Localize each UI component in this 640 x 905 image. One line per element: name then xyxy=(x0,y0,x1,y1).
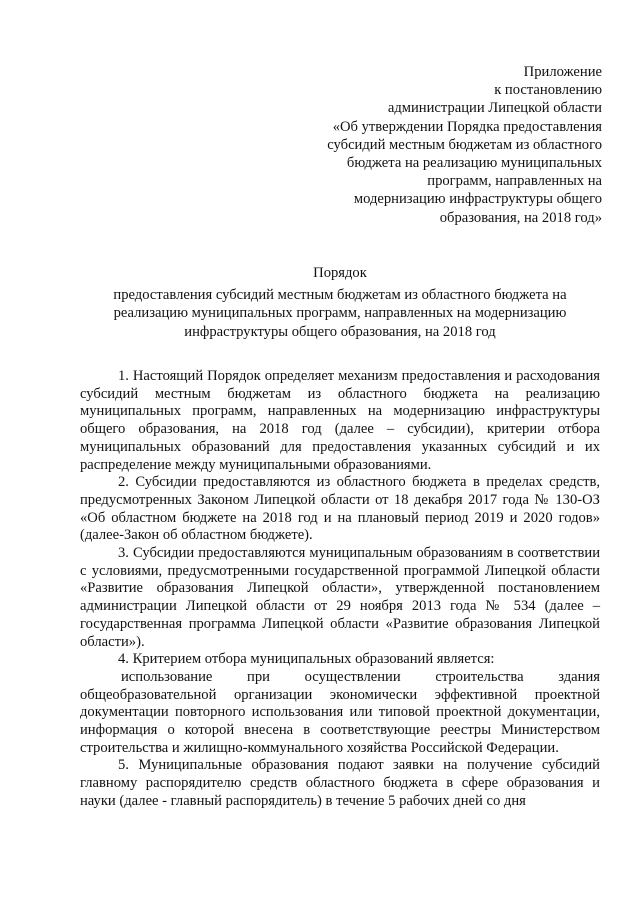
paragraph-2: 2. Субсидии предоставляются из областного бюджета в пределах средств, предусмотренных Законом Липецкой области от 18 декабря 2017 года № 130-ОЗ «Об областном бюджете на 2018 год и на плановый период 2019 и 2020 годов» (далее-Закон об областном бюджете). xyxy=(80,474,600,544)
appendix-line: администрации Липецкой области xyxy=(387,100,602,117)
appendix-line: «Об утверждении Порядка предоставления xyxy=(332,118,602,135)
document-body xyxy=(80,368,600,811)
appendix-line: модернизацию инфраструктуры общего xyxy=(353,191,602,208)
paragraph-4: 4. Критерием отбора муниципальных образований является: xyxy=(118,651,495,668)
appendix-line: к постановлению xyxy=(494,82,602,99)
appendix-line: Приложение xyxy=(523,64,602,80)
appendix-line: бюджета на реализацию муниципальных xyxy=(346,155,602,172)
paragraph-3: 3. Субсидии предоставляются муниципальным образованиям в соответствии с условиями, предусмотренными государственной программой Липецкой области «Развитие образования Липецкой области», утвержденной постановлением администрации Липецкой области от 29 ноября 2013 года № 534 (далее – государственная программа Липецкой области «Развитие образования Липецкой области»). xyxy=(80,545,600,650)
title-heading: Порядок xyxy=(313,265,367,281)
paragraph-5: 5. Муниципальные образования подают заявки на получение субсидий главному распорядителю средств областного бюджета в сфере образования и науки (далее - главный распорядитель) в течение 5 рабочих дней со дня xyxy=(80,757,600,809)
paragraph-1: 1. Настоящий Порядок определяет механизм предоставления и расходования субсидий местным бюджетам из областного бюджета на реализацию муниципальных программ, направленных на модернизацию инфраструктуры общего образования, на 2018 год (далее – субсидии), критерии отбора муниципальных образований для предоставления указанных субсидий и их распределение между муниципальными образованиями. xyxy=(80,368,600,473)
title-line: инфраструктуры общего образования, на 2018 год xyxy=(184,323,496,340)
paragraph-4-criterion: использование при осуществлении строительства здания общеобразовательной организации экономически эффективной проектной документации повторного использования или типовой проектной документации, информация о которой внесена в соответствующие реестры Министерством строительства и жилищно-коммунального хозяйства Российской Федерации. xyxy=(80,668,600,756)
document-title xyxy=(80,264,600,341)
title-line: реализацию муниципальных программ, направленных на модернизацию xyxy=(113,305,567,321)
appendix-line: образования, на 2018 год» xyxy=(439,209,602,226)
appendix-header xyxy=(290,63,602,227)
title-line: предоставления субсидий местным бюджетам из областного бюджета на xyxy=(113,286,567,303)
appendix-line: программ, направленных на xyxy=(427,173,602,190)
appendix-line: субсидий местным бюджетам из областного xyxy=(327,136,602,153)
